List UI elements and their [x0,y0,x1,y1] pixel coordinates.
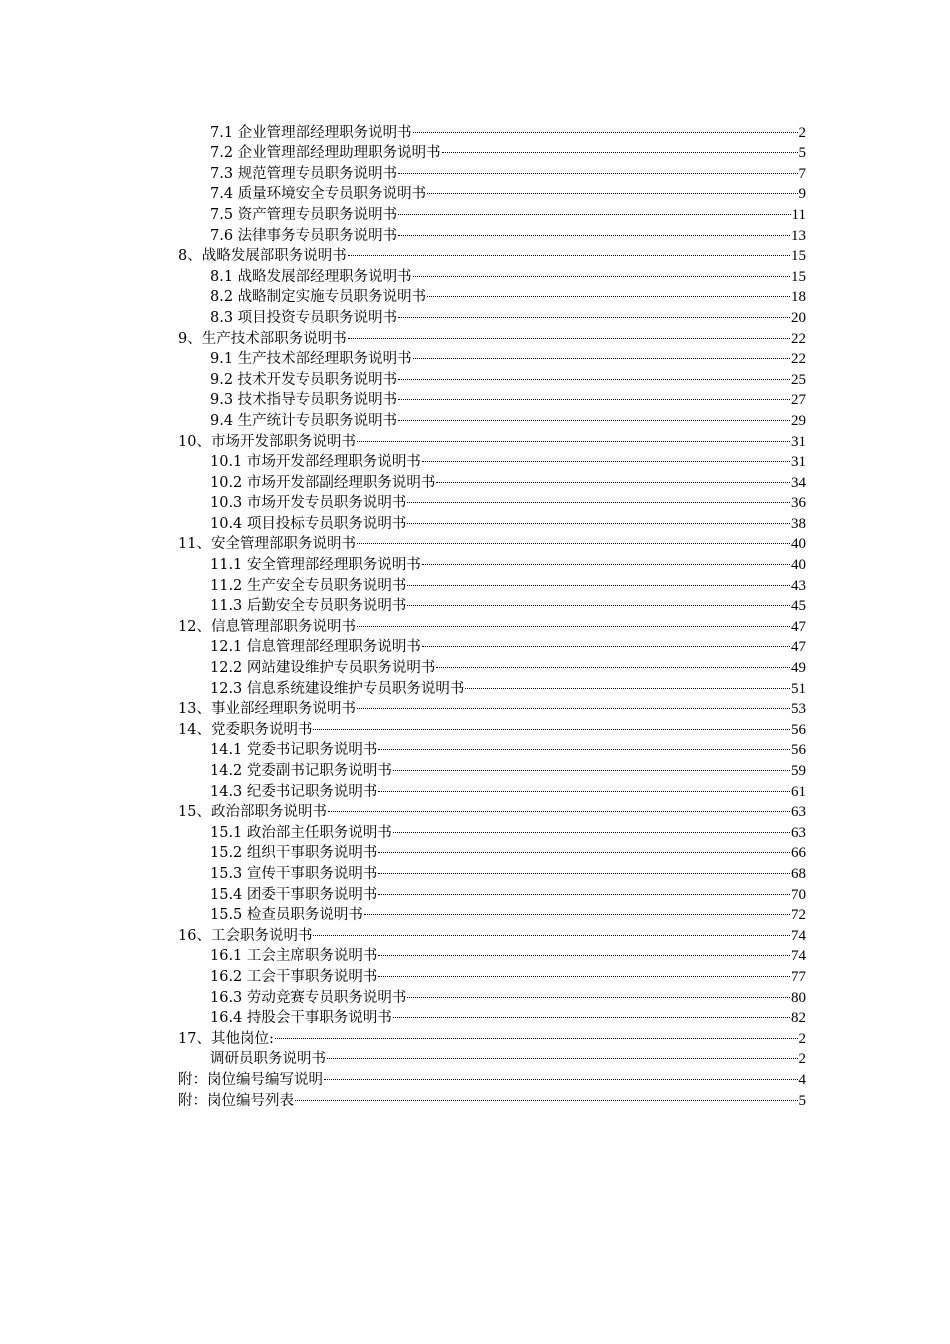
toc-entry-label: 7.4 质量环境安全专员职务说明书 [210,186,427,203]
toc-entry-25[interactable] [210,631,806,656]
toc-page-number: 47 [791,639,806,656]
toc-dot-leader [407,507,790,528]
toc-entry-15[interactable] [178,425,806,450]
toc-page-number: 68 [791,865,806,882]
toc-entry-label: 16.4 持股会干事职务说明书 [210,1010,392,1027]
toc-entry-14[interactable] [210,404,806,429]
toc-dot-leader [407,981,790,1002]
toc-entry-37[interactable] [210,878,806,903]
toc-page-number: 61 [791,783,806,800]
toc-entry-43[interactable] [210,1002,806,1027]
toc-entry-8[interactable] [210,281,806,306]
toc-dot-leader [295,1084,798,1105]
toc-page-number: 47 [791,618,806,635]
toc-dot-leader [275,1022,798,1043]
toc-entry-label: 15.3 宣传干事职务说明书 [210,865,378,882]
toc-page-number: 53 [791,701,806,718]
toc-entry-label: 7.5 资产管理专员职务说明书 [210,206,398,223]
toc-page-number: 29 [791,412,806,429]
toc-dot-leader [407,569,790,590]
toc-entry-label: 14.3 纪委书记职务说明书 [210,783,378,800]
toc-dot-leader [357,610,790,631]
toc-entry-label: 14.1 党委书记职务说明书 [210,742,378,759]
toc-entry-label: 16、工会职务说明书 [178,927,313,944]
toc-entry-label: 7.3 规范管理专员职务说明书 [210,165,398,182]
toc-entry-42[interactable] [210,981,806,1006]
toc-entry-19[interactable] [210,507,806,532]
toc-page-number: 72 [791,907,806,924]
toc-page-number: 51 [791,680,806,697]
toc-dot-leader [413,260,790,281]
toc-page-number: 27 [791,392,806,409]
toc-page-number: 20 [791,309,806,326]
toc-dot-leader [378,960,790,981]
toc-entry-5[interactable] [210,219,806,244]
toc-entry-34[interactable] [210,816,806,841]
toc-entry-35[interactable] [210,837,806,862]
toc-dot-leader [327,1043,798,1064]
toc-page-number: 70 [791,886,806,903]
toc-dot-leader [398,404,790,425]
toc-page-number: 31 [791,454,806,471]
toc-entry-label: 12、信息管理部职务说明书 [178,618,356,635]
toc-dot-leader [442,137,798,158]
toc-entry-label: 9、生产技术部职务说明书 [178,330,347,347]
toc-dot-leader [313,919,790,940]
toc-entry-18[interactable] [210,487,806,512]
toc-dot-leader [393,1002,790,1023]
toc-dot-leader [422,446,790,467]
toc-entry-label: 15.4 团委干事职务说明书 [210,886,378,903]
toc-page-number: 15 [791,248,806,265]
toc-dot-leader [398,157,797,178]
toc-page-number: 2 [798,124,806,141]
toc-entry-29[interactable] [178,713,806,738]
toc-entry-17[interactable] [210,466,806,491]
toc-dot-leader [398,198,790,219]
toc-page-number: 9 [798,186,806,203]
toc-entry-16[interactable] [210,446,806,471]
toc-entry-28[interactable] [178,693,806,718]
toc-entry-label: 15.1 政治部主任职务说明书 [210,824,392,841]
toc-page-number: 4 [798,1071,806,1088]
toc-entry-11[interactable] [210,343,806,368]
toc-entry-39[interactable] [178,919,806,944]
toc-dot-leader [413,116,798,137]
toc-dot-leader [348,322,790,343]
toc-dot-leader [427,281,790,302]
toc-entry-4[interactable] [210,198,806,223]
toc-dot-leader [436,651,790,672]
toc-entry-46[interactable] [178,1063,806,1088]
toc-entry-label: 10.4 项目投标专员职务说明书 [210,515,407,532]
toc-entry-label: 10.1 市场开发部经理职务说明书 [210,454,421,471]
toc-entry-label: 14、党委职务说明书 [178,721,313,738]
toc-entry-label: 附：岗位编号编写说明 [178,1071,323,1088]
toc-entry-31[interactable] [210,754,806,779]
toc-entry-36[interactable] [210,857,806,882]
toc-page-number: 56 [791,742,806,759]
toc-entry-label: 8.3 项目投资专员职务说明书 [210,309,398,326]
toc-entry-41[interactable] [210,960,806,985]
toc-dot-leader [357,693,790,714]
toc-entry-1[interactable] [210,137,806,162]
toc-page-number: 2 [798,1051,806,1068]
toc-entry-label: 16.2 工会干事职务说明书 [210,968,378,985]
toc-dot-leader [357,425,790,446]
toc-page-number: 82 [791,1010,806,1027]
toc-page-number: 63 [791,804,806,821]
toc-entry-label: 8.2 战略制定实施专员职务说明书 [210,289,427,306]
toc-page-number: 38 [791,515,806,532]
toc-entry-label: 7.6 法律事务专员职务说明书 [210,227,398,244]
toc-entry-label: 调研员职务说明书 [210,1051,326,1068]
toc-entry-24[interactable] [178,610,806,635]
toc-page-number: 25 [791,371,806,388]
toc-page-number: 18 [791,289,806,306]
toc-entry-label: 10、市场开发部职务说明书 [178,433,356,450]
toc-entry-32[interactable] [210,775,806,800]
toc-dot-leader [313,713,790,734]
toc-dot-leader [422,548,790,569]
toc-entry-20[interactable] [178,528,806,553]
toc-page-number: 36 [791,495,806,512]
toc-entry-label: 12.2 网站建设维护专员职务说明书 [210,660,436,677]
toc-page-number: 56 [791,721,806,738]
toc-entry-label: 15.2 组织干事职务说明书 [210,845,378,862]
toc-page-number: 74 [791,948,806,965]
toc-dot-leader [378,940,790,961]
toc-entry-40[interactable] [210,940,806,965]
toc-dot-leader [407,487,790,508]
toc-entry-10[interactable] [178,322,806,347]
toc-page-number: 40 [791,536,806,553]
toc-entry-27[interactable] [210,672,806,697]
toc-page-number: 7 [798,165,806,182]
toc-entry-label: 7.2 企业管理部经理助理职务说明书 [210,145,441,162]
toc-dot-leader [364,899,790,920]
toc-page-number: 66 [791,845,806,862]
table-of-contents [0,116,950,1109]
toc-dot-leader [393,816,790,837]
toc-dot-leader [407,590,790,611]
toc-entry-label: 9.2 技术开发专员职务说明书 [210,371,398,388]
toc-entry-7[interactable] [210,260,806,285]
toc-entry-label: 16.1 工会主席职务说明书 [210,948,378,965]
toc-entry-label: 8、战略发展部职务说明书 [178,248,347,265]
toc-entry-label: 11.2 生产安全专员职务说明书 [210,577,407,594]
toc-page-number: 31 [791,433,806,450]
toc-entry-label: 9.4 生产统计专员职务说明书 [210,412,398,429]
toc-entry-38[interactable] [210,899,806,924]
toc-page-number: 34 [791,474,806,491]
toc-page-number: 43 [791,577,806,594]
toc-entry-label: 9.1 生产技术部经理职务说明书 [210,351,412,368]
toc-dot-leader [378,734,790,755]
toc-dot-leader [378,857,790,878]
toc-dot-leader [413,343,790,364]
toc-entry-label: 14.2 党委副书记职务说明书 [210,763,392,779]
toc-entry-label: 16.3 劳动竞赛专员职务说明书 [210,989,407,1006]
toc-dot-leader [324,1063,798,1084]
toc-dot-leader [328,796,790,817]
toc-entry-26[interactable] [210,651,806,677]
toc-page-number: 2 [798,1030,806,1047]
toc-entry-13[interactable] [210,384,806,409]
toc-entry-6[interactable] [178,240,806,265]
toc-entry-label: 11.1 安全管理部经理职务说明书 [210,557,421,574]
toc-page-number: 59 [791,763,806,779]
toc-entry-label: 9.3 技术指导专员职务说明书 [210,392,398,409]
toc-entry-23[interactable] [210,590,806,615]
toc-dot-leader [398,301,790,322]
toc-entry-label: 12.1 信息管理部经理职务说明书 [210,639,421,656]
toc-dot-leader [378,837,790,858]
toc-entry-label: 11、安全管理部职务说明书 [178,536,356,553]
toc-entry-2[interactable] [210,157,806,182]
toc-page-number: 11 [791,206,806,223]
toc-dot-leader [378,775,790,796]
toc-page-number: 13 [791,227,806,244]
toc-entry-21[interactable] [210,548,806,574]
toc-page-number: 45 [791,598,806,615]
toc-entry-label: 10.3 市场开发专员职务说明书 [210,495,407,512]
toc-page-number: 22 [791,351,806,368]
toc-dot-leader [465,672,790,693]
toc-dot-leader [398,384,790,405]
toc-page-number: 77 [791,968,806,985]
toc-dot-leader [398,363,790,384]
toc-page-number: 80 [791,989,806,1006]
toc-page-number: 63 [791,824,806,841]
toc-entry-label: 8.1 战略发展部经理职务说明书 [210,268,412,285]
toc-entry-44[interactable] [178,1022,806,1047]
toc-page-number: 40 [791,557,806,574]
toc-dot-leader [422,631,790,652]
toc-entry-label: 附：岗位编号列表 [178,1092,294,1109]
toc-entry-22[interactable] [210,569,806,594]
toc-page-number: 15 [791,268,806,285]
toc-entry-label: 15、政治部职务说明书 [178,804,327,821]
toc-dot-leader [436,466,790,487]
toc-entry-0[interactable] [210,116,806,141]
toc-entry-label: 11.3 后勤安全专员职务说明书 [210,598,407,615]
toc-dot-leader [393,754,790,775]
toc-entry-label: 12.3 信息系统建设维护专员职务说明书 [210,680,465,697]
toc-entry-label: 10.2 市场开发部副经理职务说明书 [210,474,436,491]
toc-page-number: 22 [791,330,806,347]
toc-page-number: 49 [791,660,806,677]
toc-page-number: 5 [798,1092,806,1109]
toc-dot-leader [427,178,797,199]
toc-dot-leader [398,219,790,240]
toc-entry-label: 7.1 企业管理部经理职务说明书 [210,124,412,141]
toc-entry-3[interactable] [210,178,806,203]
toc-entry-47[interactable] [178,1084,806,1109]
toc-dot-leader [357,528,790,549]
toc-dot-leader [348,240,790,261]
toc-entry-33[interactable] [178,796,806,821]
toc-entry-label: 17、其他岗位: [178,1030,274,1047]
toc-entry-30[interactable] [210,734,806,759]
toc-entry-45[interactable] [210,1043,806,1068]
toc-page-number: 5 [798,145,806,162]
toc-page-number: 74 [791,927,806,944]
toc-entry-9[interactable] [210,301,806,326]
toc-entry-label: 15.5 检查员职务说明书 [210,907,363,924]
toc-entry-label: 13、事业部经理职务说明书 [178,701,356,718]
toc-entry-12[interactable] [210,363,806,388]
toc-dot-leader [378,878,790,899]
